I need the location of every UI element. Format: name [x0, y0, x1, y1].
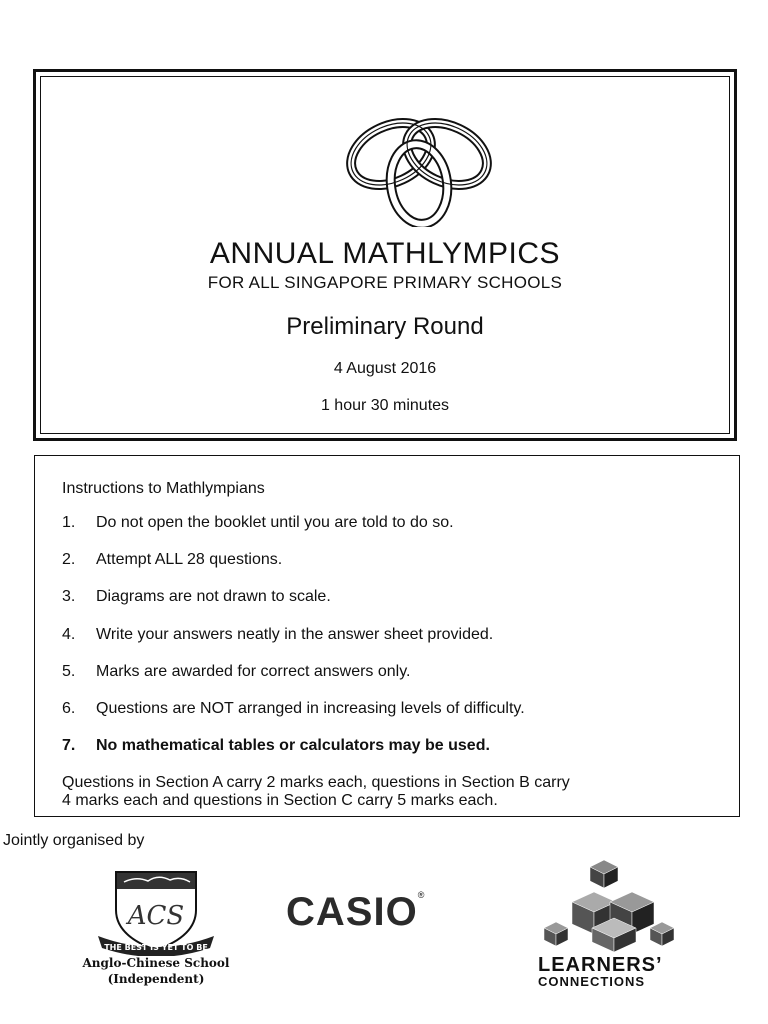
- instruction-text: No mathematical tables or calculators may be used.: [96, 737, 490, 755]
- instruction-text: Do not open the booklet until you are told to do so.: [96, 514, 454, 531]
- mathlympics-rings-logo: [339, 102, 499, 227]
- svg-text:THE BEST IS YET TO BE: THE BEST IS YET TO BE: [104, 943, 208, 952]
- instruction-number: 3.: [62, 588, 76, 606]
- casio-wordmark: CASIO: [286, 890, 418, 934]
- exam-subtitle: FOR ALL SINGAPORE PRIMARY SCHOOLS: [207, 273, 563, 292]
- title-box-inner-border: [40, 76, 730, 434]
- casio-logo: CASIO®: [286, 890, 425, 934]
- marks-note-line-2: 4 marks each and questions in Section C carry 5 marks each.: [62, 792, 498, 809]
- marks-note: [62, 774, 722, 810]
- instruction-number: 6.: [62, 699, 76, 717]
- instructions-box: [34, 455, 740, 817]
- instruction-text: Write your answers neatly in the answer sheet provided.: [96, 625, 494, 643]
- instruction-item-bold: [62, 737, 525, 774]
- instruction-item: [62, 663, 525, 700]
- acs-name-line-1: Anglo-Chinese School: [82, 956, 230, 970]
- instruction-number: 2.: [62, 551, 76, 569]
- round-name: Preliminary Round: [286, 313, 484, 340]
- learners-wordmark: LEARNERS’: [538, 954, 663, 976]
- instructions-list: [62, 514, 525, 774]
- instruction-text: Marks are awarded for correct answers only.: [96, 662, 411, 680]
- exam-duration: 1 hour 30 minutes: [320, 397, 450, 414]
- acs-crest-icon: [76, 866, 236, 956]
- instruction-item: [62, 626, 525, 663]
- instruction-text: Attempt ALL 28 questions.: [96, 551, 283, 569]
- jointly-organised-label: Jointly organised by: [3, 832, 145, 849]
- marks-note-line-1: Questions in Section A carry 2 marks each, questions in Section B carry: [62, 774, 570, 791]
- exam-date: 4 August 2016: [333, 360, 437, 377]
- title-box: [33, 69, 737, 441]
- instruction-text: Questions are NOT arranged in increasing levels of difficulty.: [96, 699, 525, 717]
- exam-title: ANNUAL MATHLYMPICS: [209, 237, 561, 270]
- instruction-number: 4.: [62, 625, 76, 643]
- instruction-item: [62, 588, 525, 625]
- cubes-icon: [534, 858, 704, 953]
- instruction-item: [62, 700, 525, 737]
- instruction-number: 7.: [62, 737, 76, 755]
- connections-wordmark: CONNECTIONS: [538, 974, 646, 989]
- instruction-item: [62, 551, 525, 588]
- instruction-text: Diagrams are not drawn to scale.: [96, 588, 331, 606]
- instruction-number: 5.: [62, 662, 76, 680]
- instructions-heading: Instructions to Mathlympians: [62, 480, 265, 497]
- learners-connections-logo: [534, 858, 704, 993]
- acs-logo: [76, 866, 236, 988]
- svg-text:ACS: ACS: [127, 901, 185, 931]
- instruction-item: [62, 514, 525, 551]
- instruction-number: 1.: [62, 514, 76, 531]
- acs-name-line-2: (Independent): [107, 972, 205, 986]
